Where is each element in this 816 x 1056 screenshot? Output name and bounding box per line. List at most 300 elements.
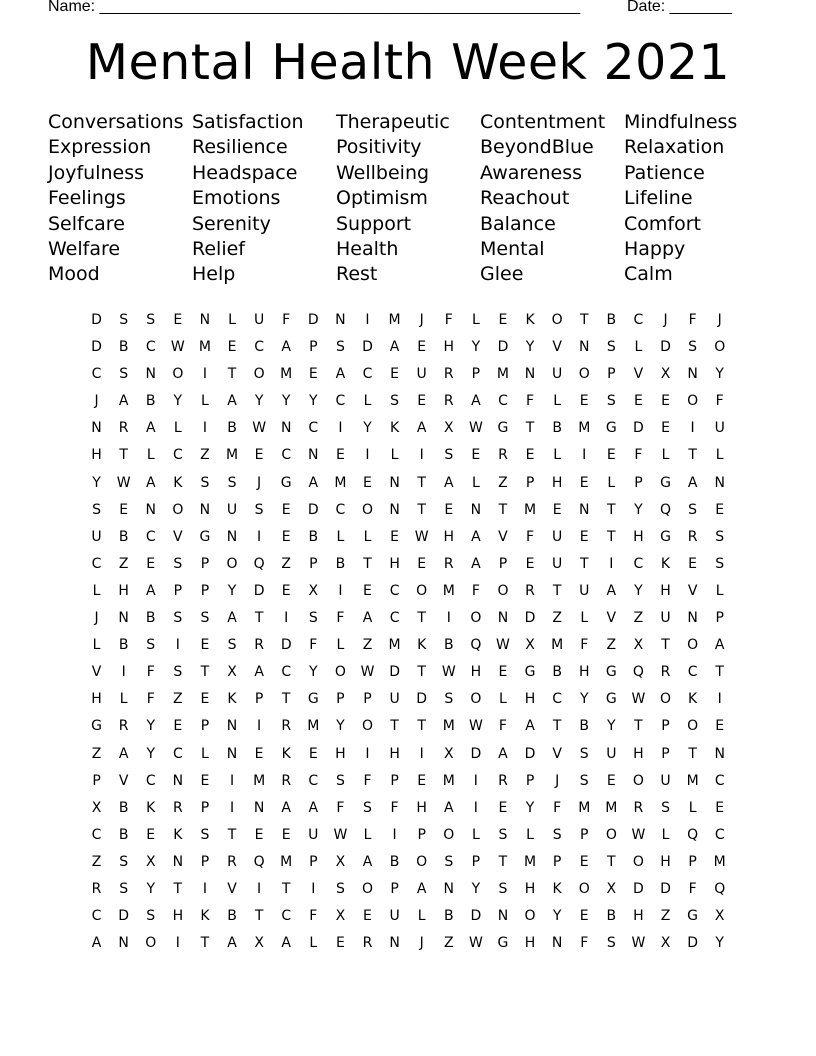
letter-cell: G xyxy=(91,718,102,735)
letter-cell: L xyxy=(471,312,480,328)
letter-cell: S xyxy=(92,501,101,518)
letter-cell: E xyxy=(173,718,183,735)
letter-cell: D xyxy=(280,637,292,654)
letter-cell: I xyxy=(284,610,289,627)
letter-cell: D xyxy=(416,691,428,708)
letter-cell: A xyxy=(443,474,454,491)
letter-cell: P xyxy=(309,339,318,356)
letter-cell: H xyxy=(172,908,184,925)
letter-cell: I xyxy=(419,745,424,762)
letter-cell: E xyxy=(579,474,589,491)
letter-cell: D xyxy=(470,745,482,762)
letter-cell: I xyxy=(717,691,722,708)
letter-cell: D xyxy=(524,610,536,627)
letter-cell: A xyxy=(308,799,319,816)
letter-cell: A xyxy=(471,555,481,572)
letter-cell: A xyxy=(362,853,373,870)
letter-cell: O xyxy=(578,366,590,383)
letter-cell: M xyxy=(605,799,618,816)
word-list-item: Conversations xyxy=(48,111,184,133)
letter-cell: U xyxy=(389,908,400,925)
letter-cell: N xyxy=(308,447,319,464)
letter-cell: T xyxy=(281,880,291,897)
letter-cell: C xyxy=(633,312,644,328)
letter-cell: I xyxy=(229,772,235,789)
letter-cell: Y xyxy=(146,745,156,762)
letter-cell: E xyxy=(281,501,291,518)
letter-cell: C xyxy=(714,826,725,843)
letter-cell: K xyxy=(281,745,291,762)
letter-cell: Z xyxy=(118,555,129,572)
letter-cell: B xyxy=(443,908,454,925)
letter-cell: E xyxy=(417,339,427,356)
letter-cell: O xyxy=(660,691,672,708)
letter-cell: L xyxy=(336,637,345,654)
letter-cell: Y xyxy=(715,935,724,952)
letter-cell: K xyxy=(389,420,400,437)
letter-cell: S xyxy=(335,339,345,356)
letter-cell: E xyxy=(200,691,210,708)
letter-cell: E xyxy=(579,393,589,410)
letter-cell: I xyxy=(311,880,316,897)
letter-cell: M xyxy=(442,718,455,735)
letter-cell: K xyxy=(525,312,535,328)
letter-cell: P xyxy=(309,853,318,870)
letter-cell: X xyxy=(660,366,671,383)
letter-cell: B xyxy=(118,339,129,356)
letter-cell: P xyxy=(254,691,264,708)
letter-cell: K xyxy=(227,691,237,708)
letter-cell: W xyxy=(333,826,348,843)
letter-cell: C xyxy=(362,366,373,383)
letter-cell: S xyxy=(119,853,129,870)
letter-cell: W xyxy=(631,826,646,843)
letter-cell: E xyxy=(281,582,291,599)
word-list-item: Mindfulness xyxy=(624,111,738,133)
letter-cell: S xyxy=(119,880,129,897)
letter-cell: Z xyxy=(173,691,183,708)
letter-cell: E xyxy=(633,393,643,410)
letter-cell: F xyxy=(390,799,399,816)
letter-cell: R xyxy=(498,772,508,789)
letter-cell: C xyxy=(281,908,292,925)
letter-cell: S xyxy=(146,908,156,925)
letter-cell: N xyxy=(524,366,536,383)
letter-cell: I xyxy=(175,935,180,952)
letter-grid-row xyxy=(83,659,733,686)
letter-cell: H xyxy=(551,474,563,491)
letter-grid-row xyxy=(83,713,733,740)
letter-cell: N xyxy=(118,935,129,952)
letter-cell: H xyxy=(416,799,427,816)
letter-cell: X xyxy=(525,637,535,654)
letter-cell: Q xyxy=(660,501,672,518)
letter-cell: C xyxy=(254,339,264,356)
letter-cell: X xyxy=(606,880,617,897)
letter-cell: C xyxy=(145,772,156,789)
letter-cell: T xyxy=(173,880,183,897)
letter-cell: Y xyxy=(146,718,156,735)
word-list-item: Headspace xyxy=(192,161,298,184)
letter-cell: X xyxy=(335,853,346,870)
letter-cell: Z xyxy=(633,610,644,627)
letter-cell: A xyxy=(281,799,291,816)
word-list-item: Glee xyxy=(480,263,524,286)
letter-cell: U xyxy=(714,420,725,437)
letter-cell: E xyxy=(146,555,156,572)
letter-grid-row xyxy=(83,876,733,903)
letter-cell: L xyxy=(336,528,345,545)
letter-cell: X xyxy=(714,908,725,925)
letter-cell: G xyxy=(687,908,699,925)
letter-cell: I xyxy=(446,610,451,627)
letter-cell: I xyxy=(419,447,424,464)
word-list-item: BeyondBlue xyxy=(480,136,594,159)
word-list-item: Support xyxy=(336,212,412,235)
letter-cell: S xyxy=(579,772,589,789)
letter-cell: E xyxy=(363,474,372,491)
letter-cell: Y xyxy=(552,908,562,925)
letter-cell: I xyxy=(175,637,180,654)
letter-cell: H xyxy=(660,853,671,870)
letter-cell: G xyxy=(497,420,509,437)
letter-cell: C xyxy=(389,582,400,599)
word-list-item: Lifeline xyxy=(624,187,693,210)
letter-cell: S xyxy=(606,339,616,356)
letter-cell: M xyxy=(713,853,726,870)
letter-cell: Y xyxy=(281,393,291,410)
letter-cell: R xyxy=(525,582,535,599)
letter-cell: I xyxy=(473,799,478,816)
letter-cell: S xyxy=(335,880,345,897)
letter-cell: N xyxy=(551,935,563,952)
letter-grid-row xyxy=(83,686,733,713)
letter-cell: M xyxy=(442,582,455,599)
letter-cell: M xyxy=(496,366,509,383)
letter-cell: L xyxy=(363,826,372,843)
letter-cell: Y xyxy=(309,393,318,410)
letter-cell: I xyxy=(609,555,614,572)
letter-cell: O xyxy=(605,826,617,843)
letter-cell: P xyxy=(200,799,210,816)
letter-cell: L xyxy=(661,826,670,843)
letter-cell: M xyxy=(524,853,537,870)
letter-cell: E xyxy=(281,528,291,545)
letter-cell: A xyxy=(714,637,725,654)
letter-cell: N xyxy=(687,366,698,383)
letter-cell: K xyxy=(200,908,210,925)
letter-cell: T xyxy=(119,447,128,464)
page-title: Mental Health Week 2021 xyxy=(85,34,731,91)
letter-cell: K xyxy=(146,799,156,816)
letter-cell: O xyxy=(443,826,455,843)
letter-cell: E xyxy=(173,312,183,328)
letter-cell: D xyxy=(253,582,265,599)
letter-cell: E xyxy=(552,501,562,518)
letter-cell: W xyxy=(496,637,510,654)
letter-cell: U xyxy=(389,691,400,708)
letter-cell: E xyxy=(417,772,427,789)
letter-cell: X xyxy=(443,420,454,437)
letter-grid-row xyxy=(83,551,733,578)
word-list-item: Positivity xyxy=(336,136,422,159)
letter-cell: A xyxy=(145,474,156,491)
word-list-item: Relaxation xyxy=(624,136,725,159)
letter-cell: B xyxy=(118,528,129,545)
letter-cell: T xyxy=(634,718,643,735)
letter-cell: O xyxy=(416,853,428,870)
letter-cell: F xyxy=(498,718,507,735)
letter-cell: C xyxy=(308,772,319,789)
letter-cell: T xyxy=(688,745,697,762)
letter-cell: Q xyxy=(632,664,644,681)
letter-cell: P xyxy=(200,718,210,735)
letter-grid-row xyxy=(83,307,733,334)
letter-cell: B xyxy=(552,420,562,437)
letter-cell: D xyxy=(307,312,319,328)
letter-cell: P xyxy=(92,772,101,789)
letter-cell: Y xyxy=(715,366,724,383)
letter-cell: D xyxy=(524,745,536,762)
letter-cell: N xyxy=(389,501,400,518)
letter-cell: F xyxy=(553,799,562,816)
letter-cell: A xyxy=(498,745,508,762)
letter-cell: P xyxy=(417,826,426,843)
letter-cell: L xyxy=(553,393,562,410)
letter-cell: P xyxy=(336,691,345,708)
letter-cell: V xyxy=(91,664,102,681)
letter-cell: P xyxy=(661,718,670,735)
letter-cell: I xyxy=(690,420,695,437)
letter-cell: F xyxy=(444,312,453,328)
letter-cell: S xyxy=(227,474,237,491)
letter-cell: Y xyxy=(173,393,183,410)
letter-cell: M xyxy=(334,474,347,491)
letter-cell: S xyxy=(200,474,210,491)
letter-cell: E xyxy=(363,582,372,599)
letter-cell: N xyxy=(578,339,590,356)
letter-cell: L xyxy=(92,582,101,599)
letter-grid-row xyxy=(83,605,733,632)
letter-cell: R xyxy=(281,718,292,735)
letter-cell: T xyxy=(227,826,237,843)
letter-cell: I xyxy=(365,447,370,464)
letter-cell: G xyxy=(497,935,509,952)
letter-cell: B xyxy=(118,799,129,816)
letter-cell: K xyxy=(688,691,698,708)
letter-cell: J xyxy=(94,610,99,627)
letter-cell: I xyxy=(121,664,126,681)
letter-cell: A xyxy=(281,339,291,356)
letter-cell: N xyxy=(497,908,509,925)
letter-cell: B xyxy=(606,312,617,328)
letter-cell: C xyxy=(389,610,400,627)
letter-cell: V xyxy=(173,528,183,545)
letter-cell: N xyxy=(226,528,238,545)
letter-cell: P xyxy=(200,853,210,870)
letter-cell: L xyxy=(661,447,670,464)
letter-cell: E xyxy=(498,664,508,681)
letter-cell: N xyxy=(226,718,238,735)
letter-cell: W xyxy=(360,664,375,681)
letter-cell: O xyxy=(687,393,699,410)
letter-cell: B xyxy=(552,664,562,681)
letter-cell: T xyxy=(552,718,562,735)
letter-cell: Y xyxy=(471,339,481,356)
letter-cell: P xyxy=(580,826,589,843)
letter-cell: S xyxy=(688,501,698,518)
letter-cell: N xyxy=(145,366,156,383)
letter-cell: O xyxy=(361,501,373,518)
letter-cell: M xyxy=(198,339,211,356)
letter-cell: H xyxy=(470,664,482,681)
letter-cell: A xyxy=(389,339,400,356)
letter-cell: A xyxy=(227,610,237,627)
letter-cell: F xyxy=(526,393,535,410)
letter-cell: A xyxy=(362,610,373,627)
letter-cell: T xyxy=(200,935,210,952)
letter-cell: T xyxy=(607,528,616,545)
letter-cell: M xyxy=(280,366,293,383)
letter-cell: C xyxy=(91,908,102,925)
letter-cell: E xyxy=(715,501,725,518)
word-list-item: Mood xyxy=(48,263,100,286)
letter-cell: Y xyxy=(363,420,372,437)
word-list-item: Awareness xyxy=(480,161,583,184)
letter-grid xyxy=(83,307,733,957)
letter-cell: H xyxy=(660,582,671,599)
letter-cell: G xyxy=(280,474,292,491)
letter-cell: S xyxy=(715,555,725,572)
letter-cell: E xyxy=(308,366,318,383)
letter-cell: S xyxy=(200,610,210,627)
letter-cell: Y xyxy=(146,880,156,897)
letter-cell: O xyxy=(334,664,346,681)
letter-cell: T xyxy=(281,691,291,708)
letter-cell: C xyxy=(281,664,292,681)
letter-cell: O xyxy=(226,555,238,572)
letter-cell: H xyxy=(91,447,102,464)
letter-cell: O xyxy=(551,312,563,328)
letter-cell: T xyxy=(417,610,426,627)
letter-cell: L xyxy=(363,528,372,545)
letter-cell: U xyxy=(606,745,617,762)
letter-cell: N xyxy=(226,745,238,762)
letter-cell: F xyxy=(580,637,589,654)
letter-cell: L xyxy=(688,799,697,816)
letter-cell: R xyxy=(362,935,373,952)
letter-cell: D xyxy=(307,501,319,518)
letter-cell: S xyxy=(552,826,562,843)
letter-cell: C xyxy=(308,420,319,437)
letter-cell: I xyxy=(392,826,397,843)
word-list-item: Happy xyxy=(624,237,686,260)
letter-cell: L xyxy=(715,447,724,464)
letter-cell: U xyxy=(579,582,590,599)
letter-cell: N xyxy=(470,501,482,518)
letter-cell: E xyxy=(200,637,210,654)
letter-grid-row xyxy=(83,768,733,795)
letter-grid-row xyxy=(83,334,733,361)
letter-cell: P xyxy=(634,474,643,491)
word-list-item: Mental xyxy=(480,237,545,260)
letter-cell: N xyxy=(335,312,346,328)
letter-cell: Z xyxy=(660,908,671,925)
letter-cell: E xyxy=(308,745,318,762)
letter-cell: R xyxy=(443,366,454,383)
letter-cell: H xyxy=(118,582,129,599)
letter-cell: D xyxy=(118,908,130,925)
letter-cell: H xyxy=(524,935,536,952)
letter-cell: X xyxy=(308,582,319,599)
letter-cell: R xyxy=(172,799,183,816)
letter-cell: S xyxy=(715,528,725,545)
letter-cell: S xyxy=(173,664,183,681)
letter-cell: L xyxy=(92,637,101,654)
letter-cell: W xyxy=(468,935,483,952)
letter-cell: S xyxy=(173,610,183,627)
letter-cell: I xyxy=(338,582,343,599)
letter-cell: E xyxy=(254,447,264,464)
word-list-item: Emotions xyxy=(192,187,281,210)
letter-cell: P xyxy=(525,474,535,491)
letter-cell: D xyxy=(497,339,509,356)
letter-grid-row xyxy=(83,930,733,957)
letter-cell: R xyxy=(118,420,129,437)
letter-cell: S xyxy=(606,935,616,952)
letter-cell: E xyxy=(715,799,725,816)
letter-grid-row xyxy=(83,415,733,442)
letter-cell: C xyxy=(552,691,563,708)
letter-cell: C xyxy=(91,366,102,383)
letter-cell: O xyxy=(524,908,536,925)
letter-cell: L xyxy=(146,447,155,464)
letter-cell: P xyxy=(498,555,508,572)
letter-cell: T xyxy=(579,555,589,572)
letter-cell: O xyxy=(687,718,699,735)
letter-cell: H xyxy=(389,745,400,762)
letter-cell: B xyxy=(579,718,590,735)
word-list-item: Expression xyxy=(48,136,152,159)
letter-cell: S xyxy=(498,826,508,843)
letter-cell: A xyxy=(227,393,237,410)
letter-cell: E xyxy=(335,447,345,464)
letter-cell: T xyxy=(498,501,508,518)
letter-cell: R xyxy=(254,637,264,654)
letter-cell: W xyxy=(252,420,267,437)
letter-cell: J xyxy=(663,312,668,328)
letter-cell: N xyxy=(199,501,211,518)
letter-cell: H xyxy=(389,555,400,572)
letter-cell: O xyxy=(578,880,590,897)
letter-cell: L xyxy=(499,691,507,708)
letter-cell: W xyxy=(170,339,185,356)
letter-cell: E xyxy=(119,501,129,518)
letter-cell: G xyxy=(605,420,617,437)
letter-cell: E xyxy=(661,420,670,437)
letter-cell: L xyxy=(363,393,372,410)
letter-cell: P xyxy=(607,366,616,383)
word-list-item: Welfare xyxy=(48,237,121,260)
letter-cell: N xyxy=(389,935,400,952)
letter-cell: V xyxy=(606,610,617,627)
letter-cell: B xyxy=(227,908,237,925)
word-list-item: Wellbeing xyxy=(336,161,430,184)
letter-cell: L xyxy=(607,474,616,491)
letter-cell: A xyxy=(118,393,129,410)
letter-cell: O xyxy=(253,366,265,383)
letter-cell: A xyxy=(525,718,535,735)
